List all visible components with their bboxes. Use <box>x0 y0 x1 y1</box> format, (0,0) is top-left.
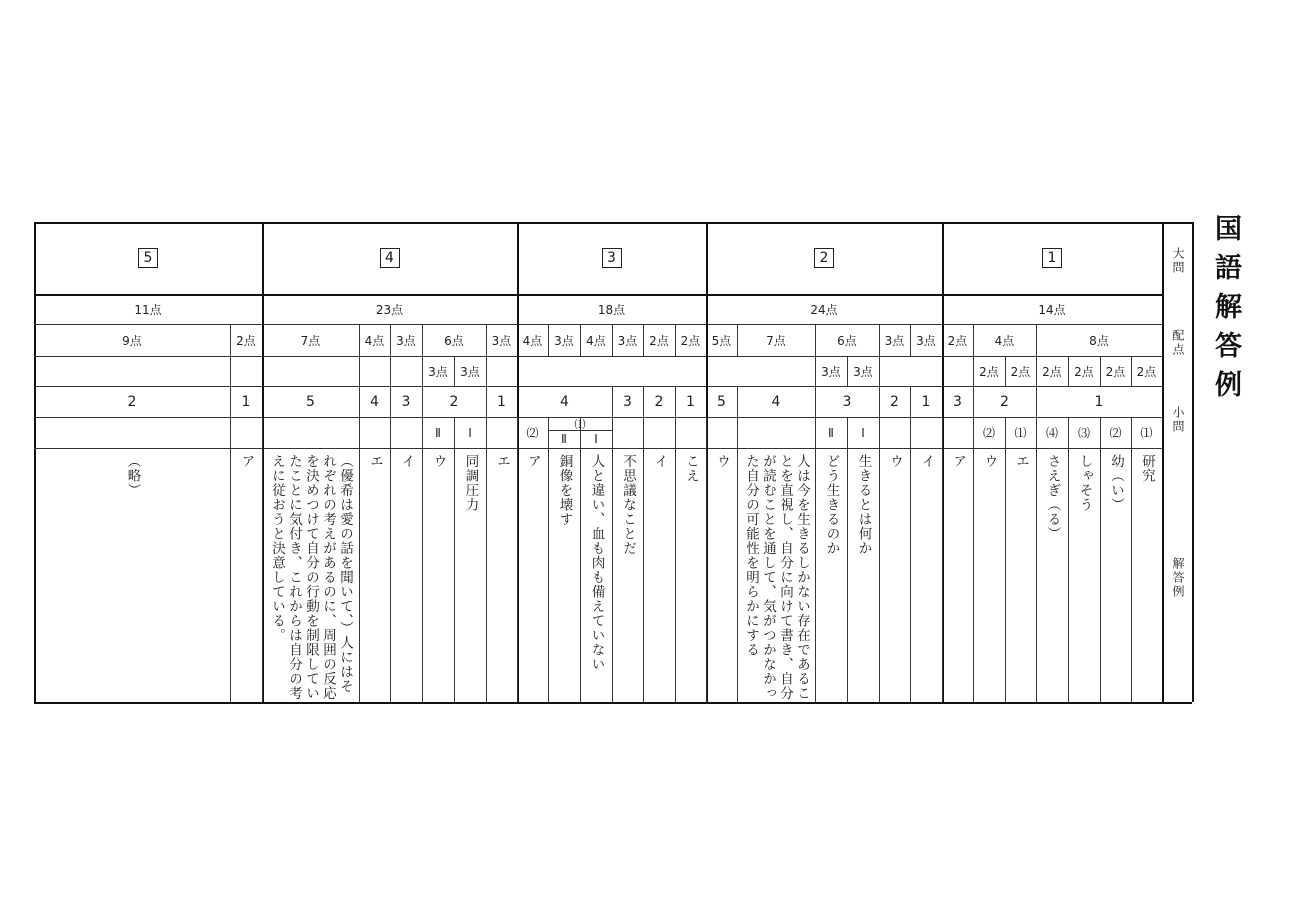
answer-cell: エ <box>494 454 510 469</box>
sub-question-label: Ⅰ <box>861 425 865 440</box>
answer-cell: イ <box>398 454 415 469</box>
answer-cell: 同調圧力 <box>462 454 479 512</box>
sub-question-label: Ⅱ <box>435 425 441 440</box>
answer-cell: さえぎ（る） <box>1044 454 1061 541</box>
answer-cell: こえ <box>683 454 699 483</box>
section-number-box: 3 <box>602 248 622 268</box>
sub-question-label: ⑴ <box>1140 426 1153 440</box>
grid-line <box>737 417 738 702</box>
grid-line <box>1068 417 1069 702</box>
question-number: 2 <box>1000 393 1009 410</box>
grid-line <box>262 417 263 702</box>
answer-cell: イ <box>651 454 668 469</box>
sub-question-label: Ⅰ <box>468 425 472 440</box>
sub-sub-points: 2点 <box>1074 364 1094 379</box>
section-total-points: 24点 <box>810 302 838 317</box>
question-number: 5 <box>306 393 315 410</box>
sub-points: 7点 <box>766 333 786 348</box>
question-number: 4 <box>560 393 569 410</box>
sub-points: 3点 <box>617 333 638 348</box>
grid-line <box>390 356 391 386</box>
grid-line <box>706 417 707 702</box>
answer-cell: ア <box>525 454 541 469</box>
sub-points: 2点 <box>649 333 669 348</box>
sub-question-label: Ⅰ <box>594 432 598 446</box>
grid-line <box>486 356 487 386</box>
question-number: 4 <box>771 393 781 410</box>
grid-line <box>359 356 360 386</box>
question-number: 1 <box>1094 393 1104 410</box>
sub-sub-points: 2点 <box>1042 364 1062 379</box>
sub-points: 2点 <box>947 333 968 348</box>
page-title: 国語解答例 <box>1210 214 1241 409</box>
grid-line <box>675 417 676 702</box>
sub-sub-points: 3点 <box>428 364 448 379</box>
section-total-points: 18点 <box>597 302 626 317</box>
section-total-points: 23点 <box>375 302 404 317</box>
question-number: 3 <box>953 393 962 410</box>
answer-cell: ア <box>950 454 966 469</box>
answer-cell: 生きるとは何か <box>855 454 872 556</box>
question-number: 2 <box>890 393 899 410</box>
sub-sub-points: 2点 <box>1010 364 1031 379</box>
grid-line <box>815 417 816 702</box>
sub-question-label: ⑷ <box>1045 426 1058 440</box>
answer-cell: ア <box>238 454 255 469</box>
grid-line <box>580 417 581 702</box>
sub-points: 4点 <box>586 333 606 348</box>
answer-cell: （略） <box>124 454 141 498</box>
sub-question-label: ⑶ <box>1077 426 1090 440</box>
sub-points: 7点 <box>300 333 321 348</box>
sub-sub-points: 2点 <box>1105 364 1126 379</box>
answer-cell: 不思議なことだ <box>620 454 636 556</box>
answer-cell: イ <box>918 454 935 469</box>
grid-line <box>548 417 549 702</box>
grid-line <box>34 702 1192 704</box>
answer-cell: 人と違い、血も肉も備えていない <box>588 454 605 672</box>
section-total-points: 11点 <box>134 302 162 317</box>
sub-points: 8点 <box>1089 333 1109 348</box>
grid-line <box>1005 417 1006 702</box>
grid-line <box>1131 417 1132 702</box>
section-total-points: 14点 <box>1038 302 1066 317</box>
sub-points: 6点 <box>444 333 464 348</box>
sub-points: 5点 <box>711 333 732 348</box>
answer-cell: （優希は愛の話を聞いて、）人にはそ れぞれの考えがあるのに、周囲の反応 を決めつけて自分の行動を制限してい たことに気付き、これからは自分の考 えに従おうと決意している。 <box>269 454 353 701</box>
sub-points: 3点 <box>491 333 512 348</box>
label-kaitourei: 解答例 <box>1171 557 1185 599</box>
grid-line <box>454 417 455 702</box>
label-daimon: 大問 <box>1171 247 1185 275</box>
grid-line <box>879 417 880 702</box>
answer-cell: ウ <box>430 454 447 469</box>
sub-points: 6点 <box>837 333 857 348</box>
grid-line <box>390 417 391 702</box>
sub-question-label: Ⅱ <box>828 425 834 440</box>
grid-line <box>1162 222 1164 702</box>
answer-cell: 幼（い） <box>1108 454 1124 512</box>
grid-line <box>942 417 943 702</box>
sub-sub-points: 2点 <box>1136 364 1157 379</box>
question-number: 1 <box>686 393 695 410</box>
question-number: 5 <box>717 393 726 410</box>
question-number: 3 <box>401 393 411 410</box>
grid-line <box>34 222 1192 224</box>
sub-question-label: ⑴ <box>574 417 586 431</box>
question-number: 2 <box>654 393 664 410</box>
answer-cell: ウ <box>714 454 730 469</box>
grid-line <box>1100 417 1101 702</box>
sub-points: 4点 <box>994 333 1015 348</box>
sub-points: 3点 <box>554 333 574 348</box>
answer-cell: ウ <box>981 454 998 469</box>
grid-line <box>486 417 487 702</box>
answer-cell: どう生きるのか <box>823 454 840 556</box>
question-number: 2 <box>449 393 459 410</box>
sub-question-label: ⑵ <box>526 426 539 440</box>
sub-sub-points: 3点 <box>460 364 480 379</box>
section-number-box: 2 <box>814 248 834 268</box>
grid-line <box>910 417 911 702</box>
answer-cell: エ <box>367 454 383 469</box>
sub-points: 4点 <box>522 333 543 348</box>
section-number-box: 4 <box>380 248 400 268</box>
grid-line <box>1036 417 1037 702</box>
sub-question-label: ⑵ <box>982 426 995 440</box>
grid-line <box>973 417 974 702</box>
section-number-box: 5 <box>138 248 158 268</box>
question-number: 1 <box>921 393 931 410</box>
grid-line <box>34 448 1162 449</box>
answer-cell: 人は今を生きるしかない存在であるこ とを直視し、自分に向けて書き、自分 が読むことを通して、気がつかなかっ た自分の可能性を明らかにする <box>743 454 810 701</box>
answer-cell: エ <box>1013 454 1029 469</box>
question-number: 1 <box>241 393 251 410</box>
sub-sub-points: 2点 <box>979 364 999 379</box>
question-number: 2 <box>127 393 137 410</box>
grid-line <box>643 417 644 702</box>
label-haiten: 配点 <box>1171 329 1185 357</box>
grid-line <box>879 356 880 386</box>
sub-points: 9点 <box>122 333 142 348</box>
section-number-box: 1 <box>1042 248 1062 268</box>
question-number: 4 <box>370 393 379 410</box>
sub-question-label: Ⅱ <box>561 432 567 446</box>
sub-points: 4点 <box>364 333 385 348</box>
grid-line <box>422 417 423 702</box>
question-number: 3 <box>842 393 852 410</box>
question-number: 3 <box>623 393 632 410</box>
sub-sub-points: 3点 <box>853 364 873 379</box>
sub-sub-points: 3点 <box>821 364 841 379</box>
grid-line <box>359 417 360 702</box>
answer-cell: ウ <box>887 454 903 469</box>
grid-line <box>517 417 518 702</box>
sub-question-label: ⑴ <box>1014 426 1027 440</box>
grid-line <box>1192 222 1194 702</box>
label-shomon: 小問 <box>1171 406 1185 434</box>
grid-line <box>612 417 613 702</box>
question-number: 1 <box>497 393 506 410</box>
sub-points: 3点 <box>916 333 936 348</box>
sub-points: 2点 <box>680 333 701 348</box>
answer-cell: しゃそう <box>1076 454 1093 512</box>
grid-line <box>230 356 231 386</box>
grid-line <box>847 417 848 702</box>
answer-cell: 研究 <box>1139 454 1155 483</box>
sub-points: 2点 <box>236 333 256 348</box>
sub-question-label: ⑵ <box>1109 426 1122 440</box>
sub-points: 3点 <box>884 333 905 348</box>
answer-cell: 銅像を壊す <box>556 454 573 527</box>
sub-points: 3点 <box>396 333 416 348</box>
grid-line <box>230 417 231 702</box>
